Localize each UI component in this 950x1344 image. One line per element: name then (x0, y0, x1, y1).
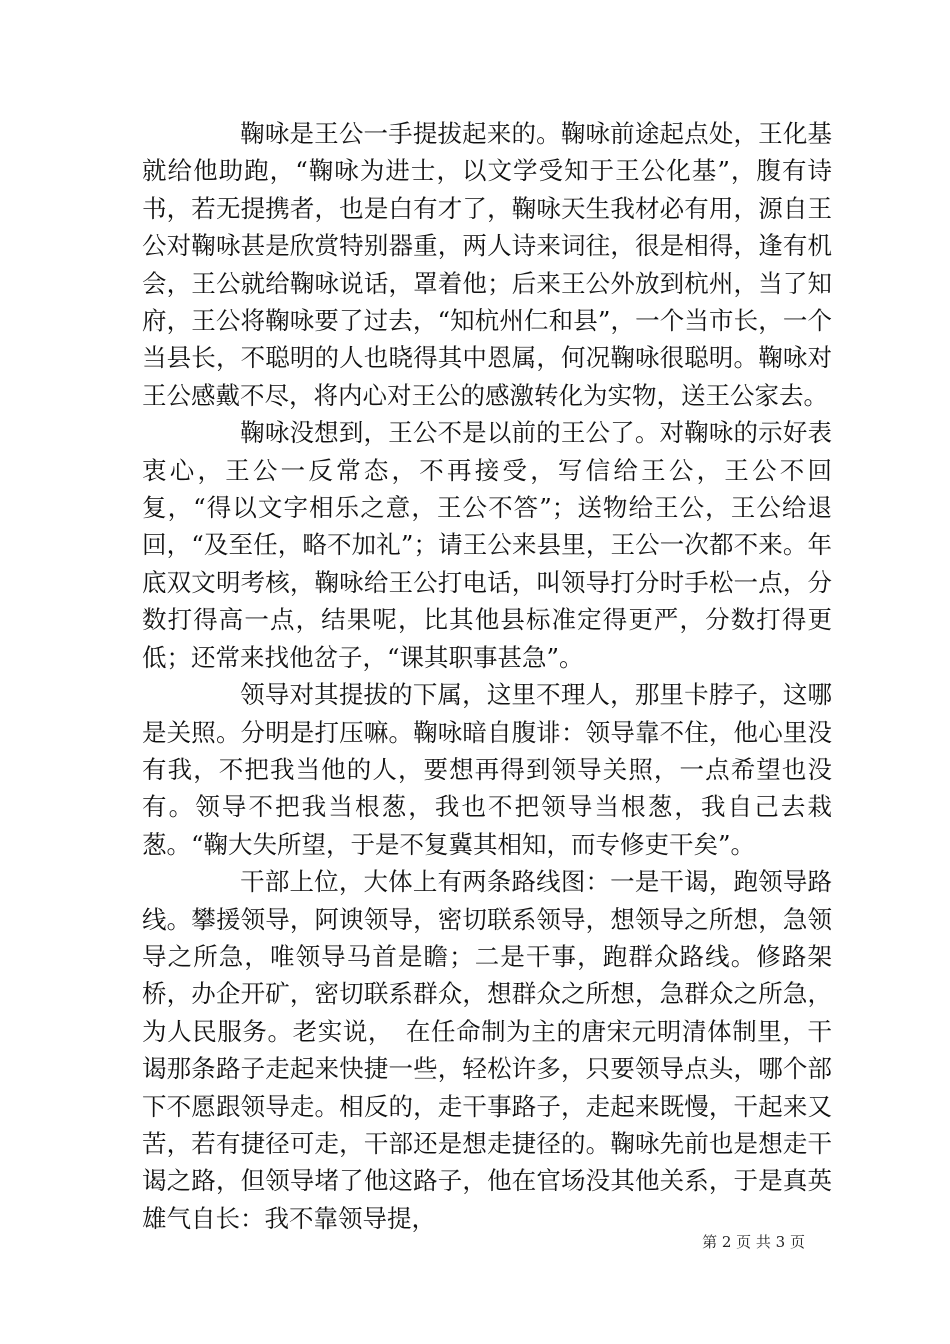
paragraph-4 (142, 863, 832, 1237)
paragraph-3 (142, 676, 832, 863)
page-number: 第 2 页 共 3 页 (702, 1233, 805, 1251)
body-text (142, 115, 832, 1237)
paragraph-text: 鞠咏没想到，王公不是以前的王公了。对鞠咏的示好表衷心，王公一反常态，不再接受，写信给王公，王公不回复，“得以文字相乐之意，王公不答”；送物给王公，王公给退回，“及至任，略不加礼”；请王公来县里，王公一次都不来。年底双文明考核，鞠咏给王公打电话，叫领导打分时手松一点，分数打得高一点，结果呢，比其他县标准定得更严，分数打得更低；还常来找他岔子，“课其职事甚急”。 (142, 418, 832, 672)
paragraph-1 (142, 115, 832, 414)
paragraph-text: 领导对其提拔的下属，这里不理人，那里卡脖子，这哪是关照。分明是打压嘛。鞠咏暗自腹诽：领导靠不住，他心里没有我，不把我当他的人，要想再得到领导关照，一点希望也没有。领导不把我当根葱，我也不把领导当根葱，我自己去栽葱。“鞠大失所望，于是不复冀其相知，而专修吏干矣”。 (142, 680, 832, 859)
paragraph-2 (142, 414, 832, 676)
paragraph-text: 干部上位，大体上有两条路线图：一是干谒，跑领导路线。攀援领导，阿谀领导，密切联系领导，想领导之所想，急领导之所急，唯领导马首是瞻；二是干事，跑群众路线。修路架桥，办企开矿，密切联系群众，想群众之所想，急群众之所急，为人民服务。老实说， 在任命制为主的唐宋元明清体制里，干谒那条路子走起来快捷一些，轻松许多，只要领导点头，哪个部下不愿跟领导走。相反的，走干事路子，走起来既慢，干起来又苦，若有捷径可走，干部还是想走捷径的。鞠咏先前也是想走干谒之路，但领导堵了他这路子，他在官场没其他关系，于是真英雄气自长：我不靠领导提， (142, 867, 832, 1233)
paragraph-text: 鞠咏是王公一手提拔起来的。鞠咏前途起点处，王化基就给他助跑，“鞠咏为进士，以文学受知于王公化基”，腹有诗书，若无提携者，也是白有才了，鞠咏天生我材必有用，源自王公对鞠咏甚是欣赏特别器重，两人诗来词往，很是相得，逢有机会，王公就给鞠咏说话，罩着他；后来王公外放到杭州，当了知府，王公将鞠咏要了过去，“知杭州仁和县”，一个当市长，一个当县长，不聪明的人也晓得其中恩属，何况鞠咏很聪明。鞠咏对王公感戴不尽，将内心对王公的感激转化为实物，送王公家去。 (142, 119, 832, 410)
